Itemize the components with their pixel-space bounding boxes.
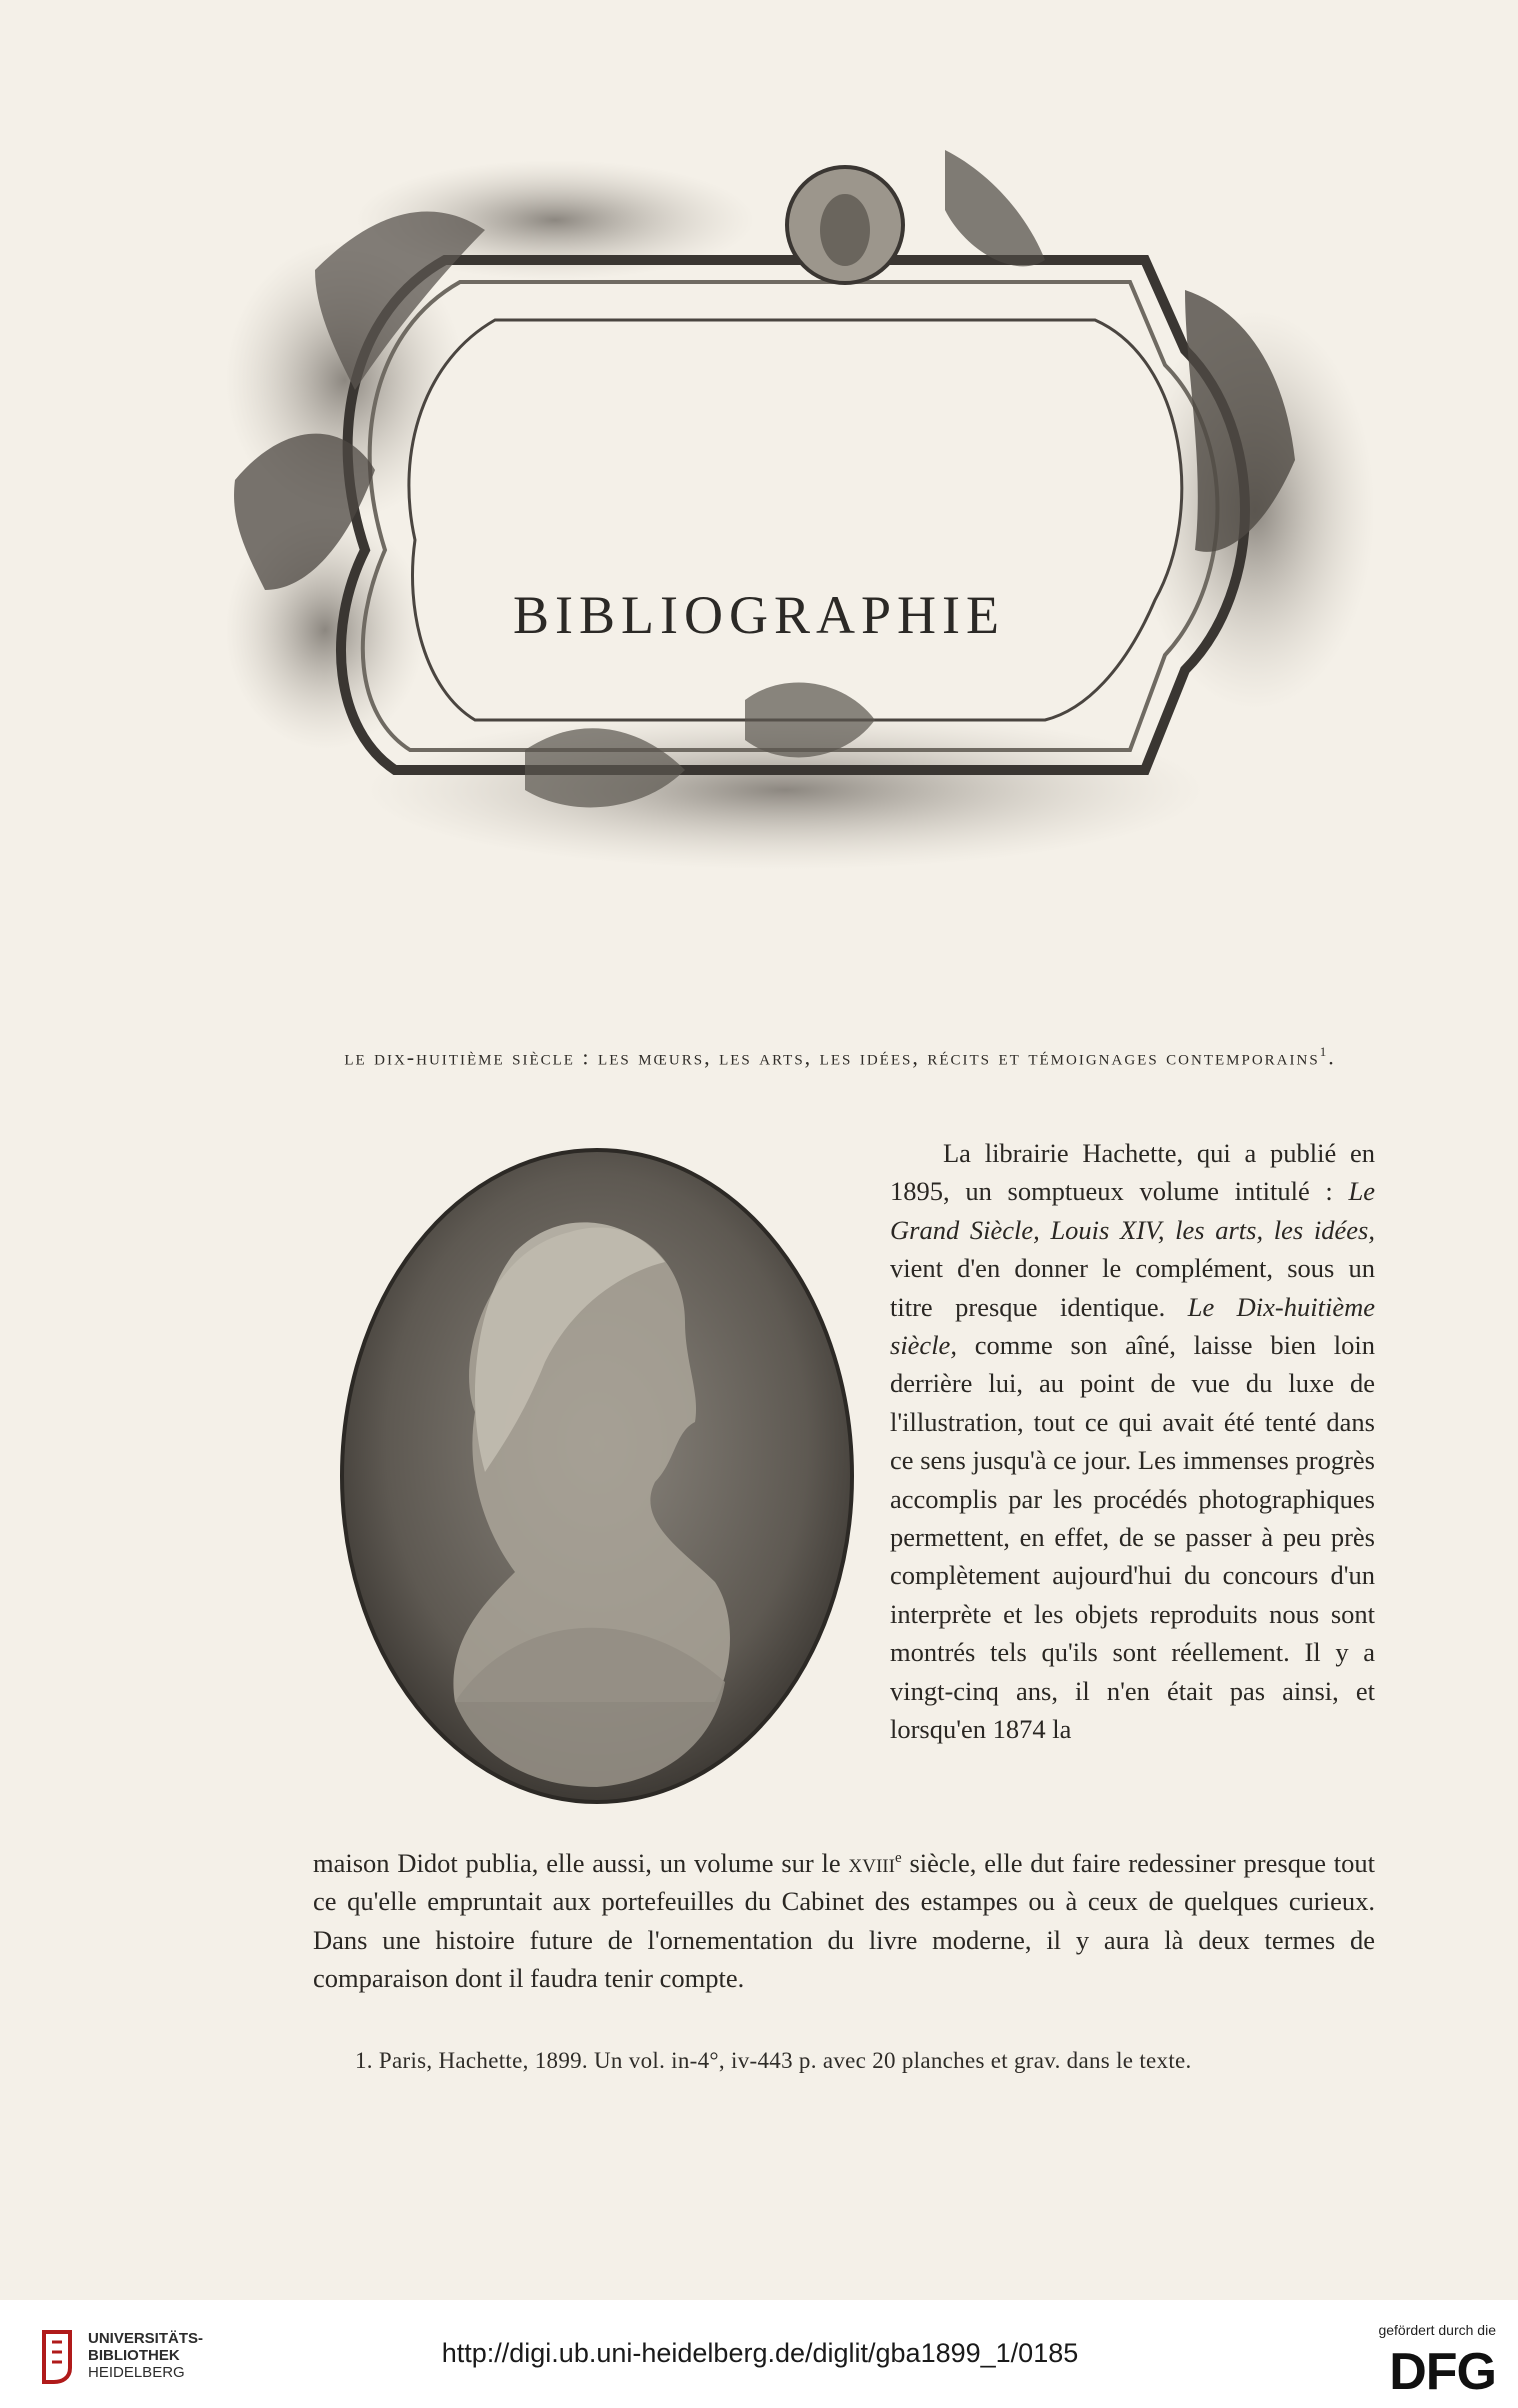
dfg-logo[interactable]: DFG xyxy=(1389,2343,1496,2401)
book-title: Le Grand Siècle, Louis XIV, les arts, les idées, xyxy=(890,1176,1375,1245)
body-text: maison Didot publia, elle aussi, un volume sur le xyxy=(313,1847,849,1878)
library-name-line: HEIDELBERG xyxy=(88,2364,185,2381)
century-numeral: xviii xyxy=(848,1847,895,1878)
body-paragraph-continuation xyxy=(313,1839,1375,1997)
body-paragraph-column xyxy=(890,1134,1375,1749)
library-name[interactable] xyxy=(88,2330,203,2381)
university-library-logo-icon[interactable] xyxy=(40,2328,78,2386)
body-text: comme son aîné, laisse bien loin derrière lui, au point de vue du luxe de l'illustration, tout ce qui avait été tenté dans ce sens jusqu'à ce jour. Les immenses progrès accomplis par les procédés photographiques permettent, en effet, de se passer à peu près complètement aujourd'hui du concours d'un interprète et les objets reproduits nous sont montrés tels qu'ils sont réellement. Il y a vingt-cinq ans, il n'en était pas ainsi, et lorsqu'en 1874 la xyxy=(890,1330,1375,1745)
footnote-marker: 1 xyxy=(1319,1044,1329,1059)
viewer-footer xyxy=(0,2300,1518,2408)
medallion-portrait xyxy=(335,1142,860,1810)
permalink[interactable]: http://digi.ub.uni-heidelberg.de/diglit/gba1899_1/0185 xyxy=(441,2338,1079,2368)
body-text: siècle, elle dut faire redessiner presque tout ce qu'elle empruntait aux portefeuilles du Cabinet des estampes ou à ceux de quelques curieux. Dans une histoire future de l'ornementation du livre moderne, il y aura là deux termes de comparaison dont il faudra tenir compte. xyxy=(313,1847,1376,1994)
cameo-illustration xyxy=(335,1142,860,1810)
book-title: Le Dix-huitième siècle, xyxy=(890,1291,1375,1361)
library-name-line: UNIVERSITÄTS- xyxy=(88,2330,204,2347)
ornamental-headpiece xyxy=(225,130,1375,930)
footnote: 1. Paris, Hachette, 1899. Un vol. in-4°, iv-443 p. avec 20 planches et grav. dans le texte. xyxy=(355,2048,1192,2073)
century-superscript: e xyxy=(894,1850,902,1866)
body-text: La librairie Hachette, qui a publié en 1895, un somptueux volume intitulé : xyxy=(890,1138,1375,1207)
section-title-period: . xyxy=(1328,1044,1336,1070)
library-name-line: BIBLIOTHEK xyxy=(88,2347,180,2364)
funding-label: gefördert durch die xyxy=(1378,2322,1496,2338)
section-title xyxy=(310,1033,1370,1076)
section-title-text: le dix-huitième siècle : les mœurs, les arts, les idées, récits et témoignages contemporains xyxy=(344,1044,1320,1070)
page-title: BIBLIOGRAPHIE xyxy=(513,585,1005,646)
body-text: vient d'en donner le complément, sous un titre presque identique. xyxy=(890,1253,1375,1322)
ornament-illustration xyxy=(225,130,1375,930)
